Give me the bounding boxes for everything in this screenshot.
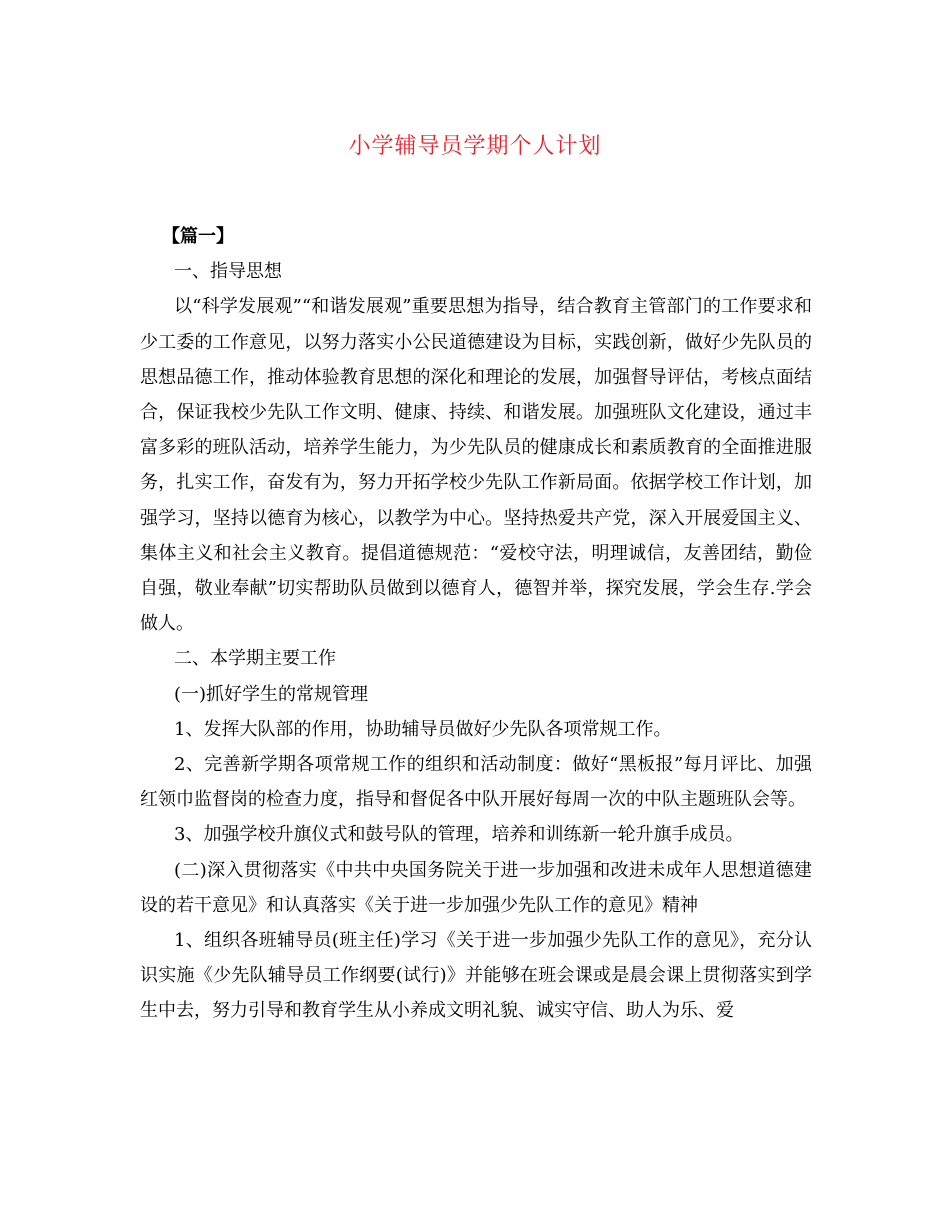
document-title: 小学辅导员学期个人计划 — [348, 134, 602, 159]
paragraph-item-2: 2、完善新学期各项常规工作的组织和活动制度：做好“黑板报”每月评比、加强红领巾监督岗的检查力度，指导和督促各中队开展好每周一次的中队主题班队会等。 — [140, 754, 812, 811]
section-tag: 【篇一】 — [162, 226, 234, 247]
subheading-routine-management: (一)抓好学生的常规管理 — [174, 683, 369, 705]
paragraph-item-3: 3、加强学校升旗仪式和鼓号队的管理，培养和训练新一轮升旗手成员。 — [174, 824, 744, 846]
subheading-implement-opinions: (二)深入贯彻落实《中共中央国务院关于进一步加强和改进未成年人思想道德建设的若干意见》和认真落实《关于进一步加强少先队工作的意见》精神 — [140, 859, 812, 916]
document-body — [140, 219, 812, 1029]
heading-main-work: 二、本学期主要工作 — [174, 648, 336, 670]
paragraph-organize-counselors: 1、组织各班辅导员(班主任)学习《关于进一步加强少先队工作的意见》，充分认识实施《少先队辅导员工作纲要(试行)》并能够在班会课或是晨会课上贯彻落实到学生中去，努力引导和教育学生从小养成文明礼貌、诚实守信、助人为乐、爱 — [140, 930, 812, 1022]
paragraph-item-1: 1、发挥大队部的作用，协助辅导员做好少先队各项常规工作。 — [174, 718, 672, 740]
heading-guiding-ideology: 一、指导思想 — [174, 261, 282, 283]
paragraph-guiding-ideology: 以“科学发展观”“和谐发展观”重要思想为指导，结合教育主管部门的工作要求和少工委的工作意见，以努力落实小公民道德建设为目标，实践创新，做好少先队员的思想品德工作，推动体验教育思想的深化和理论的发展，加强督导评估，考核点面结合，保证我校少先队工作文明、健康、持续、和谐发展。加强班队文化建设，通过丰富多彩的班队活动，培养学生能力，为少先队员的健康成长和素质教育的全面推进服务，扎实工作，奋发有为，努力开拓学校少先队工作新局面。依据学校工作计划，加强学习，坚持以德育为核心，以教学为中心。坚持热爱共产党，深入开展爱国主义、集体主义和社会主义教育。提倡道德规范：“爱校守法，明理诚信，友善团结，勤俭自强，敬业奉献”切实帮助队员做到以德育人，德智并举，探究发展，学会生存.学会做人。 — [140, 296, 812, 635]
